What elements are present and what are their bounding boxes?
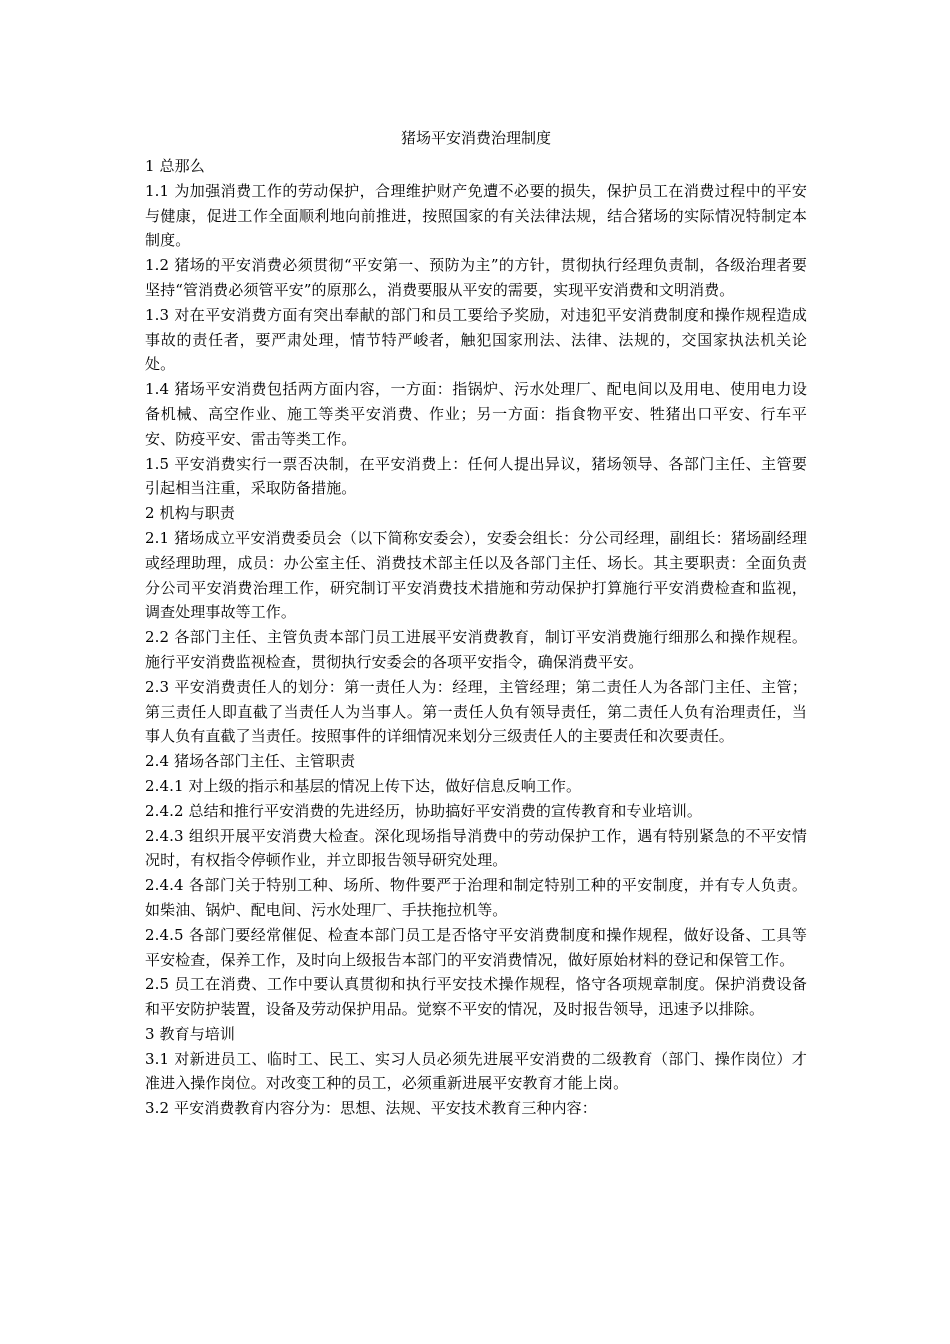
paragraph-1-5: 1.5 平安消费实行一票否决制，在平安消费上：任何人提出异议，猪场领导、各部门主任、主管要引起相当注重，采取防备措施。 <box>145 454 807 498</box>
paragraph-1-4: 1.4 猪场平安消费包括两方面内容，一方面：指锅炉、污水处理厂、配电间以及用电、使用电力设备机械、高空作业、施工等类平安消费、作业；另一方面：指食物平安、牲猪出口平安、行车平安、防疫平安、雷击等类工作。 <box>145 380 807 448</box>
document-page <box>145 128 807 1121</box>
section-heading-1: 1 总那么 <box>145 157 205 175</box>
paragraph-2-2: 2.2 各部门主任、主管负责本部门员工进展平安消费教育，制订平安消费施行细那么和操作规程。施行平安消费监视检查，贯彻执行安委会的各项平安指令，确保消费平安。 <box>145 628 807 671</box>
paragraph-2-4-3: 2.4.3 组织开展平安消费大检查。深化现场指导消费中的劳动保护工作，遇有特别紧急的不平安情况时，有权指令停顿作业，并立即报告领导研究处理。 <box>145 826 807 870</box>
paragraph-2-1: 2.1 猪场成立平安消费委员会（以下简称安委会），安委会组长：分公司经理，副组长：猪场副经理或经理助理，成员：办公室主任、消费技术部主任以及各部门主任、场长。其主要职责：全面负责分公司平安消费治理工作，研究制订平安消费技术措施和劳动保护打算施行平安消费检查和监视，调查处理事故等工作。 <box>145 528 807 622</box>
paragraph-2-4-4: 2.4.4 各部门关于特别工种、场所、物件要严于治理和制定特别工种的平安制度，并有专人负责。如柴油、锅炉、配电间、污水处理厂、手扶拖拉机等。 <box>145 876 807 919</box>
paragraph-2-5: 2.5 员工在消费、工作中要认真贯彻和执行平安技术操作规程，恪守各项规章制度。保护消费设备和平安防护装置，设备及劳动保护用品。觉察不平安的情况，及时报告领导，迅速予以排除。 <box>145 975 807 1019</box>
paragraph-3-2: 3.2 平安消费教育内容分为：思想、法规、平安技术教育三种内容： <box>145 1099 597 1118</box>
section-heading-3: 3 教育与培训 <box>145 1024 236 1043</box>
document-body <box>145 154 807 1121</box>
document-title: 猪场平安消费治理制度 <box>400 129 551 147</box>
paragraph-3-1: 3.1 对新进员工、临时工、民工、实习人员必须先进展平安消费的二级教育（部门、操作岗位）才准进入操作岗位。对改变工种的员工，必须重新进展平安教育才能上岗。 <box>145 1049 807 1093</box>
paragraph-1-3: 1.3 对在平安消费方面有突出奉献的部门和员工要给予奖励，对违犯平安消费制度和操作规程造成事故的责任者，要严肃处理，情节特严峻者，触犯国家刑法、法律、法规的，交国家执法机关论处。 <box>145 305 807 374</box>
section-heading-2: 2 机构与职责 <box>145 504 236 523</box>
paragraph-2-4-2: 2.4.2 总结和推行平安消费的先进经历，协助搞好平安消费的宣传教育和专业培训。 <box>145 801 702 820</box>
paragraph-2-4-5: 2.4.5 各部门要经常催促、检查本部门员工是否恪守平安消费制度和操作规程，做好设备、工具等平安检查，保养工作，及时向上级报告本部门的平安消费情况，做好原始材料的登记和保管工作。 <box>145 925 807 969</box>
paragraph-1-2: 1.2 猪场的平安消费必须贯彻“平安第一、预防为主”的方针，贯彻执行经理负责制，各级治理者要坚持“管消费必须管平安”的原那么，消费要服从平安的需要，实现平安消费和文明消费。 <box>145 256 807 299</box>
paragraph-1-1: 1.1 为加强消费工作的劳动保护，合理维护财产免遭不必要的损失，保护员工在消费过程中的平安与健康，促进工作全面顺利地向前推进，按照国家的有关法律法规，结合猪场的实际情况特制定本制度。 <box>145 181 807 250</box>
subsection-heading-2-4: 2.4 猪场各部门主任、主管职责 <box>145 752 356 771</box>
paragraph-2-3: 2.3 平安消费责任人的划分：第一责任人为：经理，主管经理；第二责任人为各部门主任、主管；第三责任人即直截了当责任人为当事人。第一责任人负有领导责任，第二责任人负有治理责任，当事人负有直截了当责任。按照事件的详细情况来划分三级责任人的主要责任和次要责任。 <box>145 677 807 746</box>
paragraph-2-4-1: 2.4.1 对上级的指示和基层的情况上传下达，做好信息反响工作。 <box>145 776 582 795</box>
